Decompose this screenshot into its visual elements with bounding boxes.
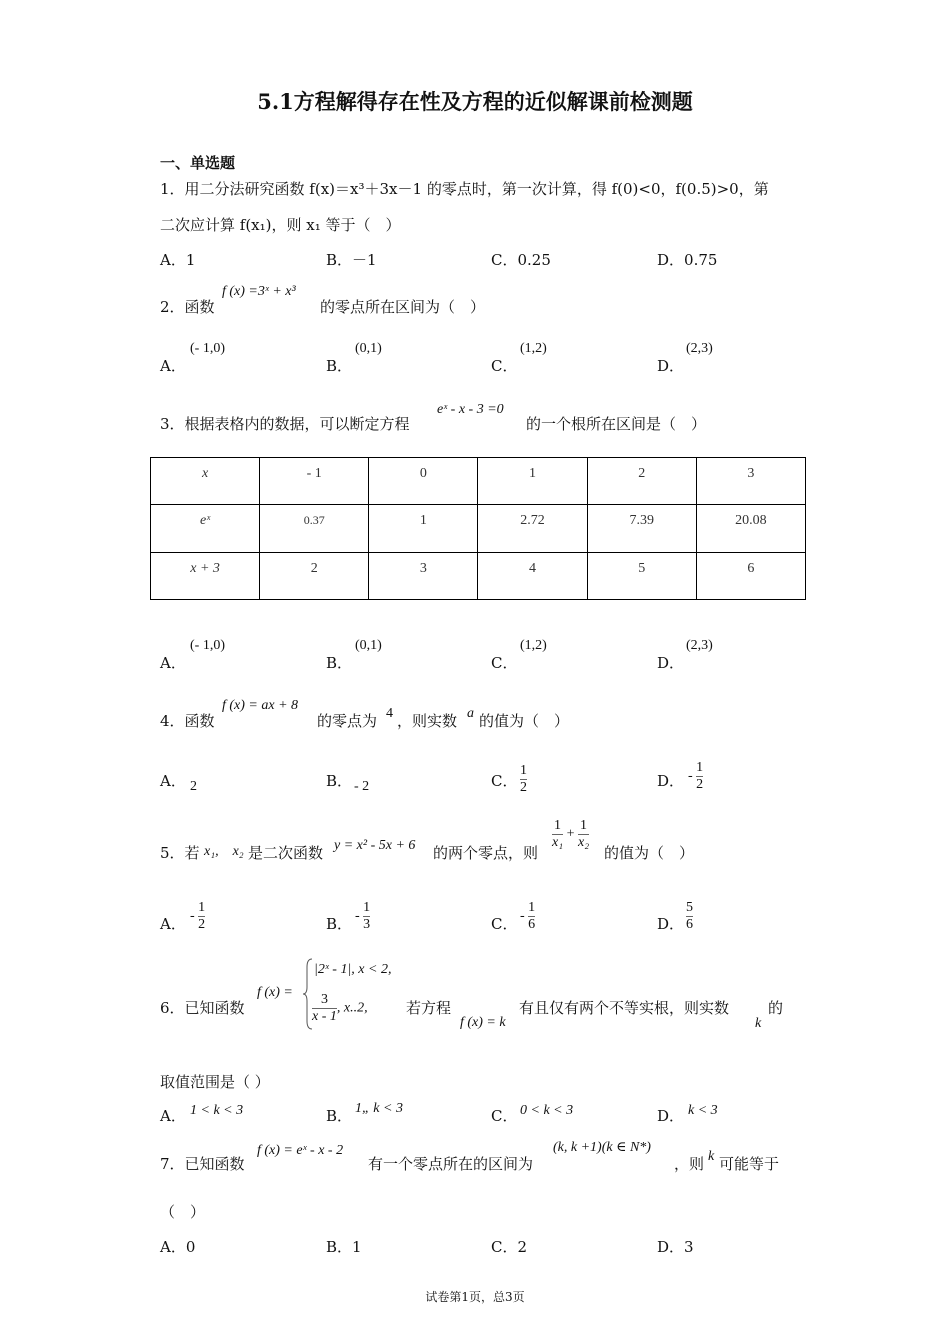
q4-mid: 的零点为	[317, 712, 378, 730]
page-footer: 试卷第1页，总3页	[425, 1290, 525, 1304]
section-heading: 一、单选题	[160, 154, 236, 172]
q4-label-a: A．	[160, 772, 186, 790]
q7-prefix: 7．已知函数	[160, 1155, 245, 1173]
q3-label-b: B．	[326, 654, 353, 672]
table-cell: 0	[369, 458, 478, 505]
table-cell: 6	[696, 552, 805, 599]
q2-prefix: 2．函数	[160, 298, 215, 316]
q6-label-b: B．	[326, 1107, 353, 1125]
table-row	[151, 505, 806, 552]
q6-label-c: C．	[491, 1107, 518, 1125]
q5-label-a: A．	[160, 915, 186, 933]
q6-value-c: 0 < k < 3	[520, 1103, 574, 1118]
fraction: $\frac{1}{\text{x₁}}$	[552, 818, 564, 850]
page-title: 5.1方程解得存在性及方程的近似解课前检测题	[257, 89, 693, 114]
q6-line2: 取值范围是（ ）	[160, 1073, 270, 1091]
q2-interval-c: (1,2)	[520, 341, 547, 356]
q1-line2: 二次应计算 f(x₁)，则 x₁ 等于（ ）	[160, 216, 401, 234]
fraction: $\frac{3}{x - 1}$	[312, 992, 337, 1024]
q3-interval-d: (2,3)	[686, 638, 713, 653]
q7-mid: 有一个零点所在的区间为	[368, 1155, 534, 1173]
q2-interval-b: (0,1)	[355, 341, 382, 356]
q1-line1: 1．用二分法研究函数 f(x)＝x³＋3x－1 的零点时，第一次计算，得 f(0)<0，f(0.5)>0，第	[160, 180, 769, 198]
table-cell: 2.72	[478, 505, 587, 552]
q2-suffix: 的零点所在区间为（ ）	[320, 298, 486, 316]
q3-interval-c: (1,2)	[520, 638, 547, 653]
q6-mid: 若方程	[406, 999, 452, 1017]
q5-value-a: - $\frac{1}{2}$	[190, 900, 206, 932]
q3-label-a: A．	[160, 654, 186, 672]
q6-value-a: 1 < k < 3	[190, 1103, 244, 1118]
table-row	[151, 458, 806, 505]
q5-suffix: 的值为（ ）	[604, 844, 695, 862]
q6-case2: $\frac{3}{x - 1}$ , x..2,	[312, 992, 368, 1024]
q4-label-d: D．	[657, 772, 685, 790]
q6-case1: |2ˣ - 1|, x < 2,	[314, 962, 392, 977]
q6-value-b: 1„ k < 3	[355, 1101, 403, 1116]
q2-interval-a: (- 1,0)	[190, 341, 225, 356]
table-cell: 3	[696, 458, 805, 505]
fraction: $\frac{5}{6}$	[686, 900, 693, 932]
table-cell: 1	[478, 458, 587, 505]
q7-option-a: A．0	[160, 1238, 196, 1256]
fraction: $\frac{1}{6}$	[528, 900, 536, 932]
table-cell: - 1	[260, 458, 369, 505]
q5-vars: x₁, x₂	[204, 844, 244, 859]
q4-label-c: C．	[491, 772, 518, 790]
q5-value-b: - $\frac{1}{3}$	[355, 900, 371, 932]
q7-mid2: ，则	[674, 1155, 705, 1173]
q4-zero: 4	[386, 706, 393, 721]
q3-prefix: 3．根据表格内的数据，可以断定方程	[160, 415, 410, 433]
q7-suffix: 可能等于	[719, 1155, 780, 1173]
q2-interval-d: (2,3)	[686, 341, 713, 356]
q5-value-c: - $\frac{1}{6}$	[520, 900, 536, 932]
q5-label-d: D．	[657, 915, 685, 933]
table-cell: 20.08	[696, 505, 805, 552]
table-cell: 2	[260, 552, 369, 599]
q4-mid2: ，则实数	[397, 712, 458, 730]
table-cell: eˣ	[151, 505, 260, 552]
table-cell: 4	[478, 552, 587, 599]
q3-interval-a: (- 1,0)	[190, 638, 225, 653]
q6-label-d: D．	[657, 1107, 685, 1125]
q2-label-c: C．	[491, 357, 518, 375]
q3-formula: eˣ - x - 3 =0	[437, 402, 504, 417]
data-table	[150, 457, 806, 600]
q4-prefix: 4．函数	[160, 712, 215, 730]
table-cell: 7.39	[587, 505, 696, 552]
q1-option-b: B．－1	[326, 251, 377, 269]
q7-formula: f (x) = eˣ - x - 2	[257, 1143, 344, 1158]
q5-mid2: 的两个零点，则	[433, 844, 539, 862]
table-cell: 1	[369, 505, 478, 552]
q4-label-b: B．	[326, 772, 353, 790]
q1-option-a: A．1	[160, 251, 196, 269]
table-row	[151, 552, 806, 599]
q5-value-d	[686, 900, 693, 933]
q3-interval-b: (0,1)	[355, 638, 382, 653]
q6-value-d: k < 3	[688, 1103, 718, 1118]
q6-label-a: A．	[160, 1107, 186, 1125]
q7-line2: （ ）	[160, 1203, 206, 1221]
q4-var: a	[467, 706, 474, 721]
q4-value-c	[520, 763, 527, 796]
q6-end: 的	[768, 999, 784, 1017]
table-cell: x	[151, 458, 260, 505]
fraction: $\frac{1}{2}$	[696, 760, 704, 792]
q6-suffix: 有且仅有两个不等实根，则实数	[519, 999, 730, 1017]
fraction: $\frac{1}{\text{x₂}}$	[578, 818, 590, 850]
q1-option-d: D．0.75	[657, 251, 718, 269]
q7-k: k	[708, 1149, 715, 1164]
q5-expr: $\frac{1}{\text{x₁}}$ + $\frac{1}{\text{x₂}}$	[552, 818, 590, 850]
table-cell: 2	[587, 458, 696, 505]
q2-formula: f (x) =3ˣ + x³	[222, 284, 296, 299]
q7-option-d: D．3	[657, 1238, 694, 1256]
fraction: $\frac{1}{2}$	[198, 900, 206, 932]
q2-label-d: D．	[657, 357, 685, 375]
table-cell: 5	[587, 552, 696, 599]
q7-option-b: B．1	[326, 1238, 362, 1256]
table-cell: 0.37	[260, 505, 369, 552]
q6-fx: f (x) =	[257, 985, 293, 1000]
q4-value-d: - $\frac{1}{2}$	[688, 760, 704, 792]
fraction: $\frac{1}{2}$	[520, 763, 527, 795]
q4-value-b: - 2	[354, 779, 370, 794]
q3-suffix: 的一个根所在区间是（ ）	[526, 415, 707, 433]
q4-formula: f (x) = ax + 8	[222, 698, 299, 713]
q5-label-b: B．	[326, 915, 353, 933]
fraction: $\frac{1}{3}$	[363, 900, 371, 932]
q3-label-c: C．	[491, 654, 518, 672]
q3-label-d: D．	[657, 654, 685, 672]
q2-label-b: B．	[326, 357, 353, 375]
table-cell: 3	[369, 552, 478, 599]
q6-k: k	[755, 1016, 762, 1031]
q4-suffix: 的值为（ ）	[479, 712, 570, 730]
q6-prefix: 6．已知函数	[160, 999, 245, 1017]
q6-eq: f (x) = k	[460, 1015, 506, 1030]
q7-interval: (k, k +1)(k ∈ N*)	[553, 1140, 651, 1155]
q5-prefix: 5．若	[160, 844, 200, 862]
q4-value-a: 2	[190, 779, 197, 794]
q5-label-c: C．	[491, 915, 518, 933]
q5-formula: y = x² - 5x + 6	[334, 838, 416, 853]
table-cell: x + 3	[151, 552, 260, 599]
q5-mid: 是二次函数	[248, 844, 324, 862]
q2-label-a: A．	[160, 357, 186, 375]
q1-option-c: C．0.25	[491, 251, 551, 269]
q7-option-c: C．2	[491, 1238, 528, 1256]
